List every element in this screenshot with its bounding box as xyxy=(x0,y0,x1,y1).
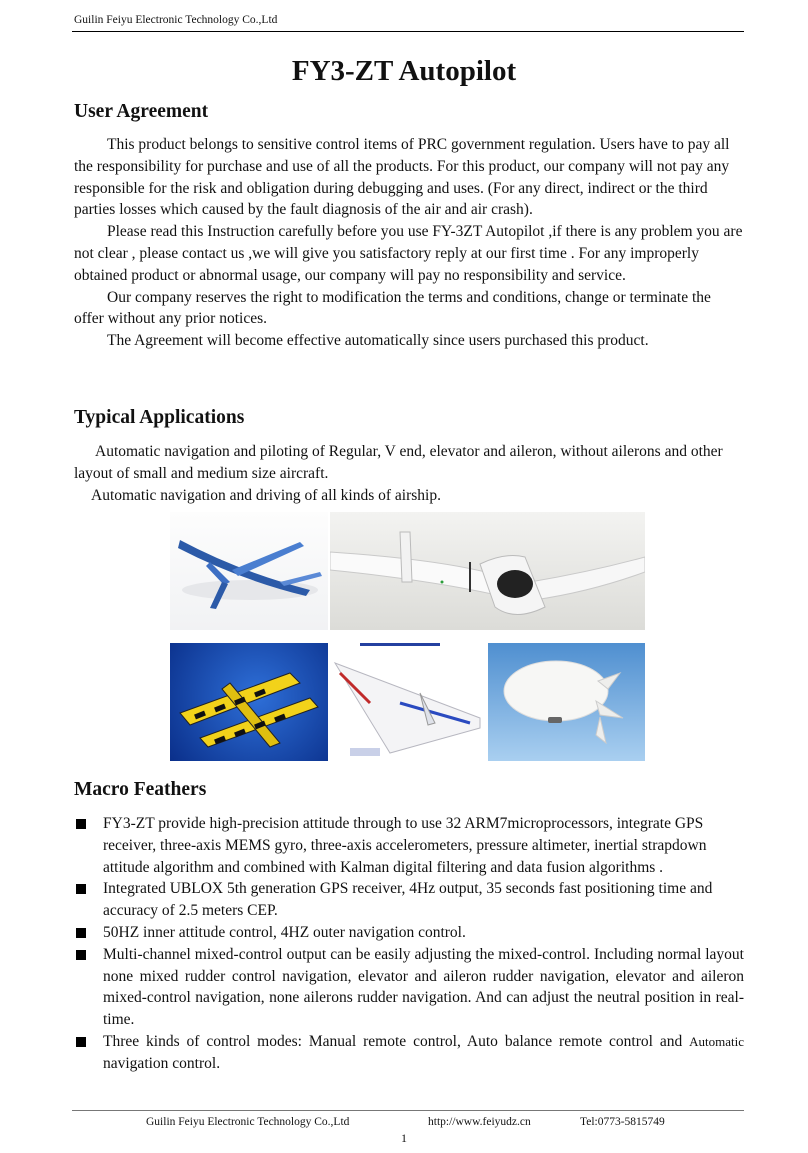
header-rule xyxy=(72,31,744,32)
square-bullet-icon xyxy=(76,1037,86,1047)
typical-applications-p2: Automatic navigation and driving of all kinds of airship. xyxy=(91,486,441,504)
user-agreement-p4: The Agreement will become effective automatically since users purchased this product. xyxy=(107,332,649,350)
user-agreement-heading: User Agreement xyxy=(74,101,209,122)
square-bullet-icon xyxy=(76,884,86,894)
list-item: Integrated UBLOX 5th generation GPS receiver, 4Hz output, 35 seconds fast positioning time and accuracy of 2.5 meters CEP. xyxy=(74,878,744,922)
list-item: Multi-channel mixed-control output can be easily adjusting the mixed-control. Including normal layout none mixed rudder control navigation, elevator and aileron rudder navigation, elevator and aileron mixed-control navigation, none ailerons rudder navigation. And can adjust the neutral position in real-time. xyxy=(74,944,744,1031)
page-number: 1 xyxy=(401,1131,407,1145)
list-item: FY3-ZT provide high-precision attitude through to use 32 ARM7microprocessors, integrate GPS receiver, three-axis MEMS gyro, three-axis accelerometers, pressure altimeter, inertial strapdown attitude algorithm and combined with Kalman digital filtering and data fusion algorithms . xyxy=(74,813,744,878)
typical-applications-p1: Automatic navigation and piloting of Regular, V end, elevator and aileron, without ailerons and other layout of small and medium size aircraft. xyxy=(74,443,723,482)
yellow-plane-photo xyxy=(170,643,328,761)
flying-wing-photo xyxy=(330,643,487,761)
white-uav-photo xyxy=(330,512,645,630)
list-item: 50HZ inner attitude control, 4HZ outer navigation control. xyxy=(74,922,744,944)
typical-applications-body xyxy=(74,441,744,506)
square-bullet-icon xyxy=(76,819,86,829)
airship-photo xyxy=(488,643,645,761)
square-bullet-icon xyxy=(76,928,86,938)
macro-features-list xyxy=(74,813,744,1075)
square-bullet-icon xyxy=(76,950,86,960)
glider-photo xyxy=(170,512,328,630)
page-title: FY3-ZT Autopilot xyxy=(291,55,517,87)
user-agreement-p3: Our company reserves the right to modification the terms and conditions, change or terminate the offer without any prior notices. xyxy=(74,288,711,328)
user-agreement-body xyxy=(74,134,744,352)
footer-company: Guilin Feiyu Electronic Technology Co.,Ltd xyxy=(146,1116,350,1128)
page-header: Guilin Feiyu Electronic Technology Co.,Ltd xyxy=(74,14,278,26)
footer-url[interactable]: http://www.feiyudz.cn xyxy=(428,1116,531,1128)
list-item: Three kinds of control modes: Manual remote control, Auto balance remote control and Automatic navigation control. xyxy=(74,1031,744,1075)
macro-features-heading: Macro Feathers xyxy=(74,779,207,800)
user-agreement-p2: Please read this Instruction carefully before you use FY-3ZT Autopilot ,if there is any problem you are not clear , please contact us ,we will give you satisfactory reply at our first time . For any improperly obtained product or abnormal usage, our company will pay no responsibility and service. xyxy=(74,223,743,284)
typical-applications-heading: Typical Applications xyxy=(74,407,245,428)
footer-tel: Tel:0773-5815749 xyxy=(580,1116,665,1128)
user-agreement-p1: This product belongs to sensitive control items of PRC government regulation. Users have to pay all the responsibility for purchase and use of all the products. For this product, our company will not pay any responsible for the risk and obligation during debugging and uses. (For any direct, indirect or the third parties losses which caused by the fault diagnosis of the air and air crash). xyxy=(74,136,730,219)
footer-rule xyxy=(72,1110,744,1111)
